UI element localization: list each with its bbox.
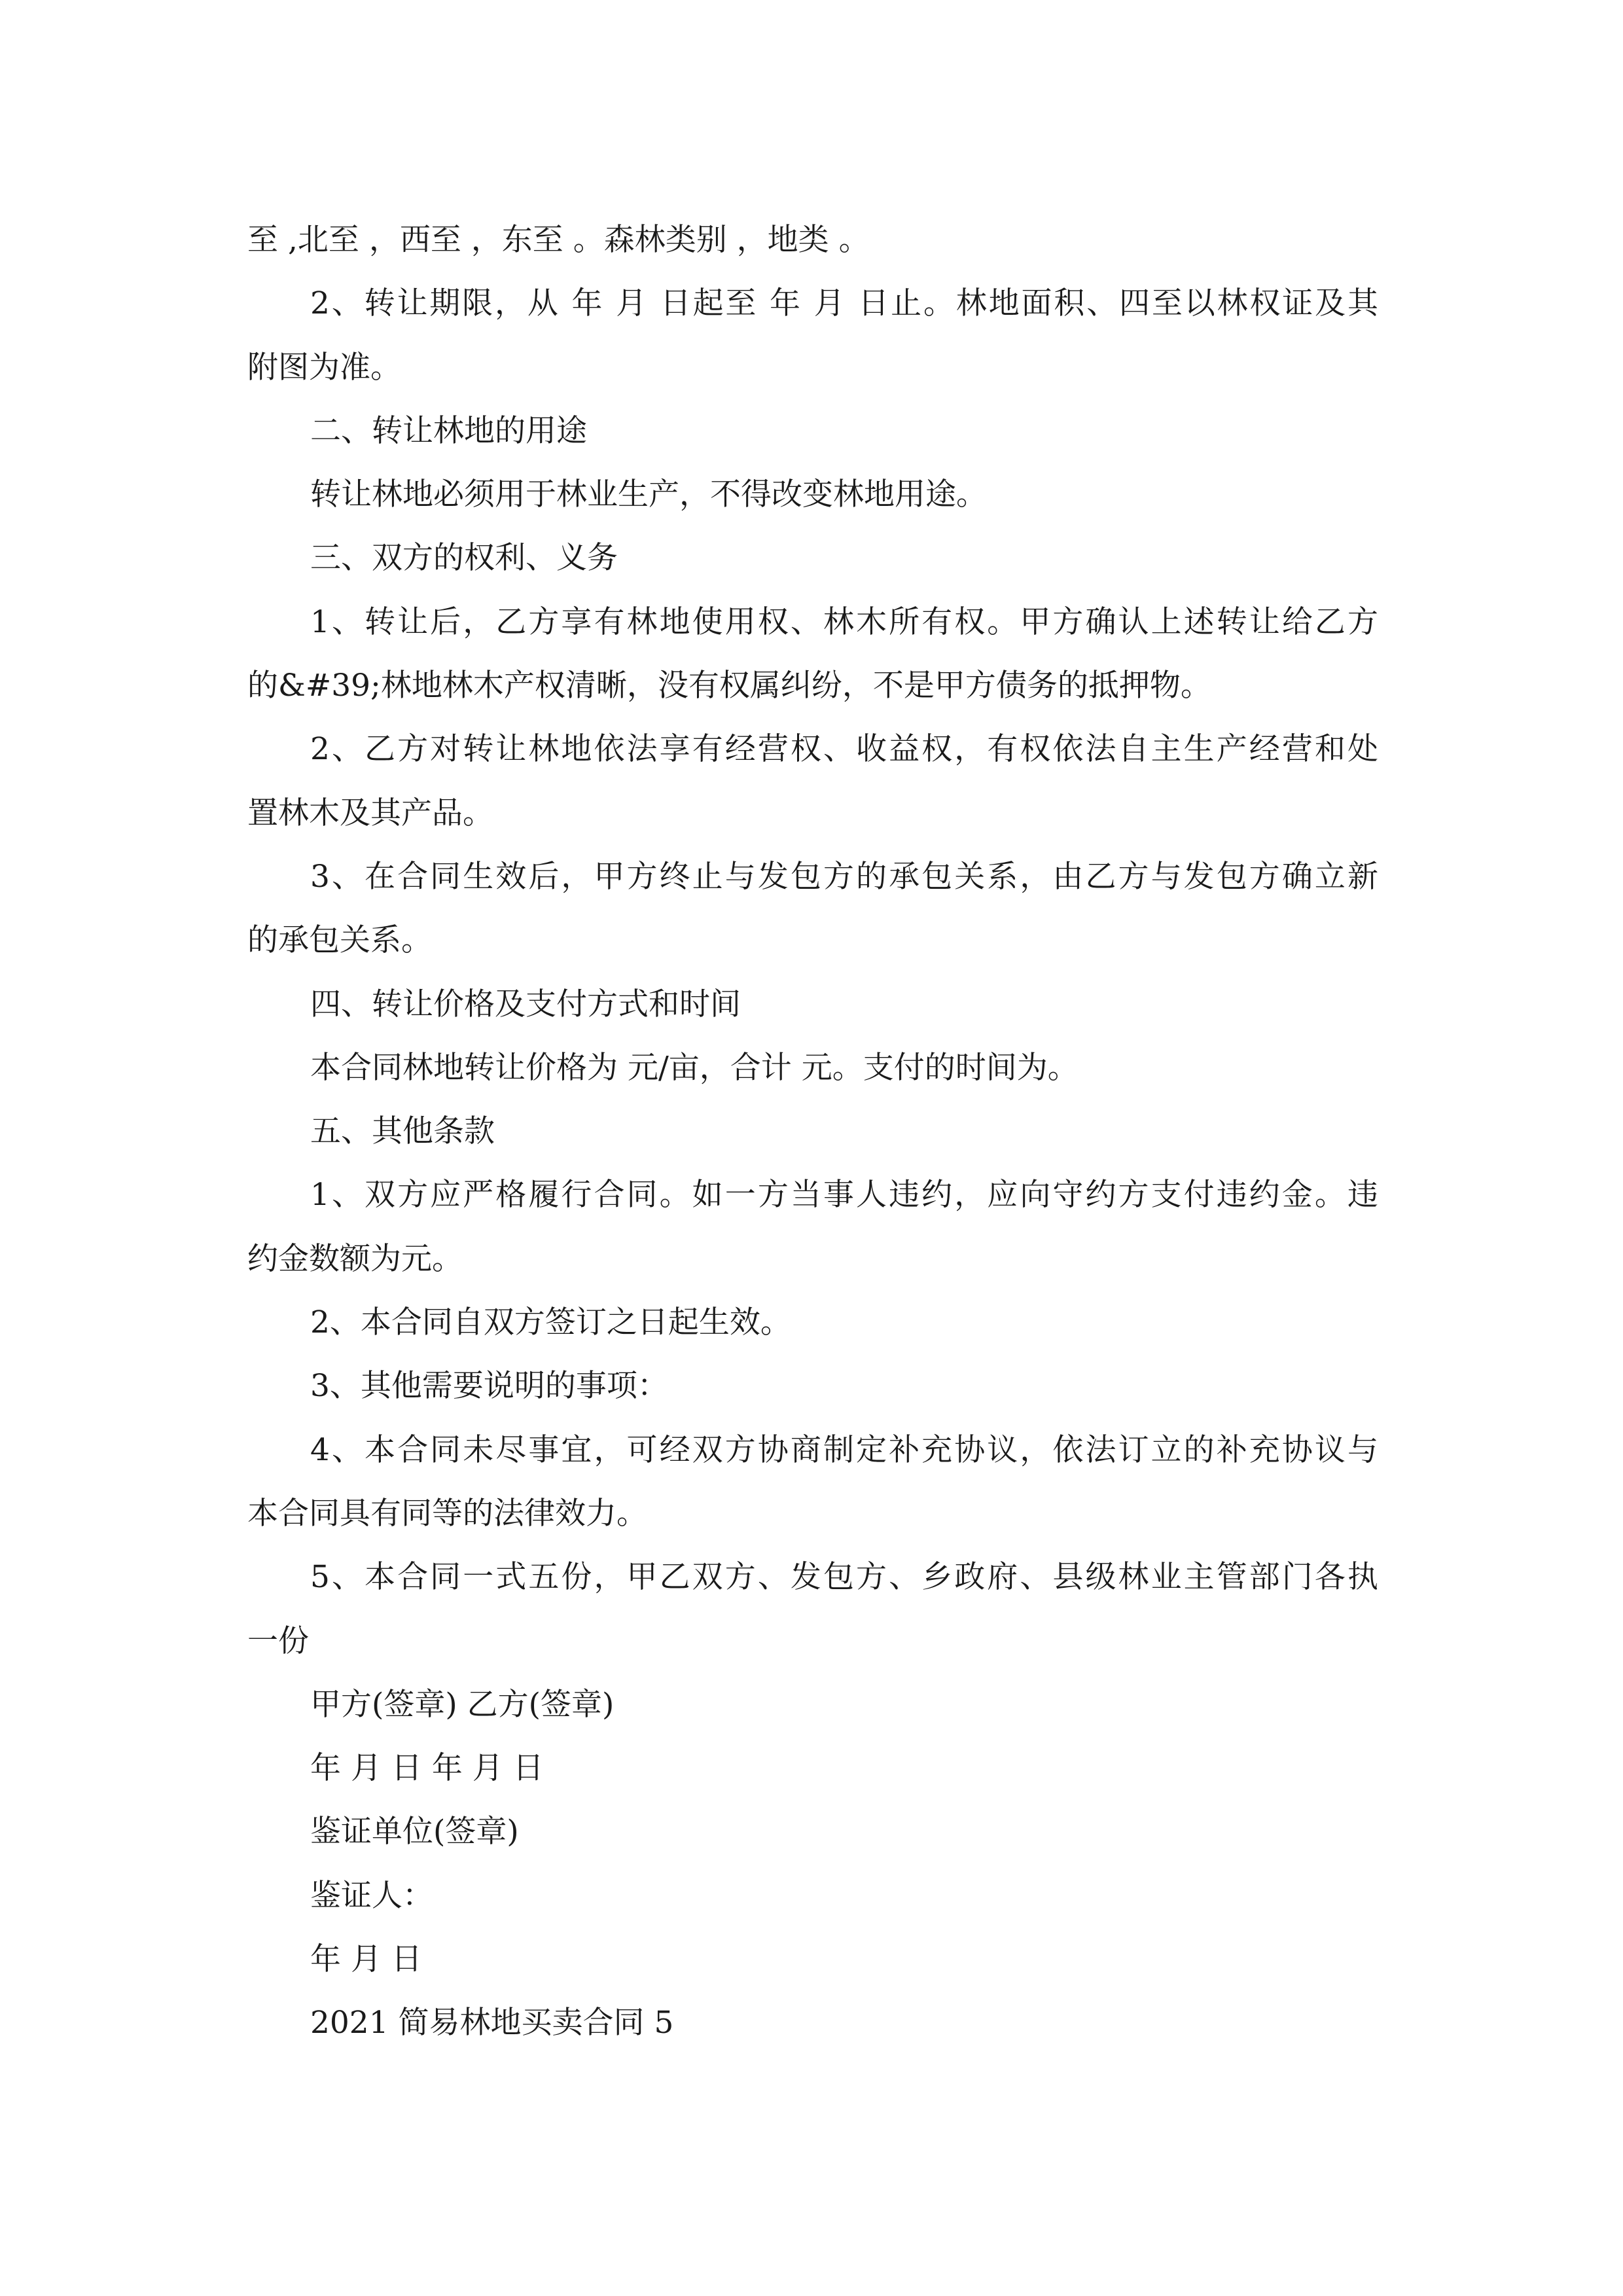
text-line: 的承包关系。 — [247, 922, 432, 959]
text-line: 2、本合同自双方签订之日起生效。 — [310, 1304, 791, 1341]
text-line: 转让林地必须用于林业生产，不得改变林地用途。 — [310, 476, 987, 513]
next-document-title: 2021 简易林地买卖合同 5 — [310, 2005, 674, 2041]
signature-dates: 年 月 日 年 月 日 — [310, 1750, 544, 1787]
text-line: 3、其他需要说明的事项： — [310, 1368, 668, 1405]
document-body — [247, 208, 1378, 2055]
certifier: 鉴证人： — [310, 1877, 433, 1914]
text-line: 2、转让期限，从 年 月 日起至 年 月 日止。林地面积、四至以林权证及其 — [310, 285, 1378, 322]
section-heading: 五、其他条款 — [310, 1113, 495, 1150]
signature-parties: 甲方(签章) 乙方(签章) — [310, 1686, 615, 1723]
text-line: 的&#39;林地林木产权清晰，没有权属纠纷，不是甲方债务的抵押物。 — [247, 668, 1211, 704]
text-line: 置林木及其产品。 — [247, 795, 493, 831]
text-line: 一份 — [247, 1623, 309, 1659]
certifier-date: 年 月 日 — [310, 1941, 422, 1978]
text-line: 1、双方应严格履行合同。如一方当事人违约，应向守约方支付违约金。违 — [310, 1177, 1378, 1213]
section-heading: 二、转让林地的用途 — [310, 412, 587, 449]
section-heading: 四、转让价格及支付方式和时间 — [310, 986, 741, 1022]
section-heading: 三、双方的权利、义务 — [310, 540, 618, 577]
certifying-unit: 鉴证单位(签章) — [310, 1814, 519, 1850]
text-line: 本合同具有同等的法律效力。 — [247, 1495, 647, 1532]
text-line: 2、乙方对转让林地依法享有经营权、收益权，有权依法自主生产经营和处 — [310, 731, 1378, 768]
text-line: 本合同林地转让价格为 元/亩，合计 元。支付的时间为。 — [310, 1049, 1079, 1086]
text-line: 4、本合同未尽事宜，可经双方协商制定补充协议，依法订立的补充协议与 — [310, 1431, 1378, 1468]
text-line: 1、转让后，乙方享有林地使用权、林木所有权。甲方确认上述转让给乙方 — [310, 603, 1378, 640]
text-line: 附图为准。 — [247, 349, 401, 386]
text-line: 3、在合同生效后，甲方终止与发包方的承包关系，由乙方与发包方确立新 — [310, 858, 1378, 895]
text-line: 约金数额为元。 — [247, 1240, 463, 1277]
text-line: 至 ,北至 ，西至 ，东至 。森林类别 ，地类 。 — [247, 222, 870, 258]
text-line: 5、本合同一式五份，甲乙双方、发包方、乡政府、县级林业主管部门各执 — [310, 1559, 1378, 1596]
